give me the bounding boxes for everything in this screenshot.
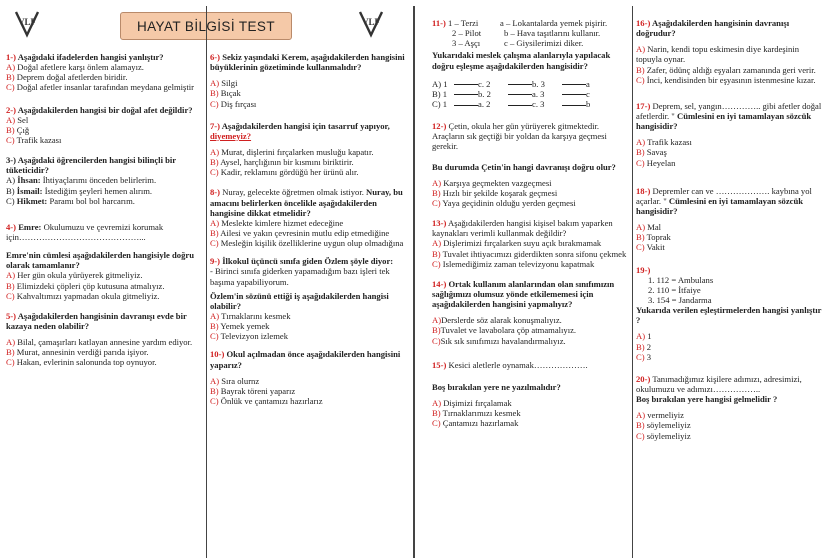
option-b[interactable]: B) Yemek yemek — [210, 321, 270, 332]
question-15-prompt: Boş bırakılan yere ne yazılmalıdır? — [432, 381, 561, 392]
emergency-number-list — [636, 275, 824, 305]
question-12-prompt: Bu durumda Çetin'in hangi davranışı doğru olur? — [432, 161, 616, 172]
option-a[interactable]: A) 1 — [636, 331, 652, 342]
option-b[interactable]: B) 1 b. 2 a. 3 c — [432, 88, 590, 99]
question-8: 8-) Nuray, gelecekte öğretmen olmak istiyor. Nuray, bu amacını belirlerken öncelikle aşağıdakilerden hangisine dikkat etmelidir? — [210, 187, 403, 218]
option-a[interactable]: A) Murat, dişlerini fırçalarken musluğu kapatır. — [210, 146, 374, 157]
school-logo-icon — [12, 8, 42, 38]
option-a[interactable]: A) Trafik kazası — [636, 137, 692, 148]
question-11: 11-) 1 – Terzi a – Lokantalarda yemek pişirir. 2 – Pilot b – Hava taşıtlarını kullanır. 3 – Aşçı c – Giysilerimizi diker. — [432, 18, 608, 49]
question-9: 9-) İlkokul üçüncü sınıfa giden Özlem şöyle diyor: — [210, 256, 394, 267]
option-b[interactable]: B) Çığ — [6, 124, 30, 135]
column-1 — [6, 52, 204, 368]
option-c[interactable]: C) Mesleğin kişilik özelliklerine uygun olup olmadığına — [210, 238, 404, 249]
option-b[interactable]: B) söylemeliyiz — [636, 420, 691, 431]
option-c[interactable]: C) Kadir, reklamını gördüğü her ürünü alır. — [210, 167, 359, 178]
option-a[interactable]: A) vermeliyiz — [636, 410, 684, 421]
option-a[interactable]: A) Tırnaklarını kesmek — [210, 310, 291, 321]
list-item: 3. 154 = Jandarma — [648, 294, 712, 305]
option-c[interactable]: C) Diş fırçası — [210, 98, 257, 109]
column-divider — [632, 6, 633, 558]
option-a[interactable]: A) Bilal, çamaşırları katlayan annesine yardım ediyor. — [6, 337, 193, 348]
question-19: 19-) — [636, 264, 651, 275]
question-15: 15-) Kesici aletlerle oynamak………………. — [432, 359, 588, 370]
option-c[interactable]: C) Televizyon izlemek — [210, 331, 288, 342]
question-10: 10-) Okul açılmadan önce aşağıdakilerden hangisini yaparız? — [210, 349, 401, 370]
question-20: 20-) Tanımadığımız kişilere adımızı, adresimizi, okulumuzu ve adımızı…………….. — [636, 373, 802, 394]
option-b[interactable]: B) 2 — [636, 341, 652, 352]
option-c[interactable]: C) Çantamızı hazırlamak — [432, 418, 519, 429]
option-c[interactable]: C) Önlük ve çantamızı hazırlarız — [210, 395, 323, 406]
option-c[interactable]: C) 3 — [636, 351, 652, 362]
option-c[interactable]: C) 1 a. 2 c. 3 b — [432, 98, 591, 109]
question-3: 3-) Aşağıdaki öğrencilerden hangisi bilinçli bir tüketicidir? — [6, 155, 176, 176]
option-b[interactable]: B) Bıçak — [210, 88, 241, 99]
page-divider — [413, 6, 415, 558]
option-a[interactable]: A) 1 c. 2 b. 3 a — [432, 78, 590, 89]
option-c[interactable]: C) Hikmet: Paramı bol bol harcarım. — [6, 195, 135, 206]
option-c[interactable]: C) Yaya geçidinin olduğu yerden geçmesi — [432, 197, 576, 208]
question-13: 13-) Aşağıdakilerden hangisi kişisel bakım yaparken kaynakları verimli kullanmak değildir? — [432, 218, 613, 239]
option-b[interactable]: B) Savaş — [636, 147, 667, 158]
column-3 — [432, 18, 628, 428]
option-a[interactable]: A) Dişimizi fırçalamak — [432, 397, 512, 408]
option-c[interactable]: C) Vakit — [636, 242, 665, 253]
option-c[interactable]: C) Islemediğimiz zaman televizyonu kapatmak — [432, 258, 595, 269]
question-4: 4-) Emre: Okulumuzu ve çevremizi korumak için……………………………………... — [6, 221, 164, 242]
option-b[interactable]: B) Hızlı bir şekilde koşarak geçmesi — [432, 187, 558, 198]
question-16: 16-) Aşağıdakilerden hangisinin davranışı doğrudur? — [636, 18, 790, 39]
question-4-prompt: Emre'nin cümlesi aşağıdakilerden hangisiyle doğru olarak tamamlanır? — [6, 250, 194, 271]
option-b[interactable]: B) Toprak — [636, 232, 671, 243]
option-c[interactable]: C) Doğal afetler insanlar tarafından meydana gelmiştir — [6, 82, 195, 93]
question-18: 18-) Depremler can ve ………………. kaybına yol açarlar. " Cümlesini en iyi tamamlayan sözcük hangisidir? — [636, 185, 812, 216]
option-c[interactable]: C) Kahvaltımızı yapmadan okula gitmeliyiz. — [6, 290, 160, 301]
option-b[interactable]: B) Ailesi ve yakın çevresinin mutlu edip etmediğine — [210, 227, 390, 238]
question-9-prompt: Özlem'in sözünü ettiği iş aşağıdakilerden hangisi olabilir? — [210, 290, 389, 311]
option-c[interactable]: C) Trafik kazası — [6, 134, 62, 145]
quote-text: - Birinci sınıfa giderken yapamadığım bazı işleri tek başıma yapabiliyorum. — [210, 266, 390, 287]
option-b[interactable]: B) Zafer, ödünç aldığı eşyaları zamanında geri verir. — [636, 64, 816, 75]
question-19-prompt: Yukarıda verilen eşleştirmelerden hangisi yanlıştır ? — [636, 305, 822, 326]
option-a[interactable]: A) Narin, kendi topu eskimesin diye kardeşinin topuyla oynar. — [636, 44, 800, 65]
option-b[interactable]: B) Aysel, harçlığının bir kısmını biriktirir. — [210, 157, 354, 168]
option-a[interactable]: A) Sel — [6, 114, 29, 125]
option-b[interactable]: B)Tuvalet ve lavabolara çöp atmamalıyız. — [432, 325, 577, 336]
question-1: 1-) Aşağıdaki ifadelerden hangisi yanlıştır? — [6, 52, 164, 62]
column-divider — [206, 6, 207, 558]
option-a[interactable]: A) Doğal afetlere karşı önlem alamayız. — [6, 62, 144, 73]
list-item: 2. 110 = İtfaiye — [648, 284, 701, 295]
option-a[interactable]: A)Derslerde söz alarak konuşmalıyız. — [432, 315, 562, 326]
svg-text:VLF: VLF — [18, 17, 36, 27]
option-b[interactable]: B) Tırnaklarımızı kesmek — [432, 408, 521, 419]
option-a[interactable]: A) Her gün okula yürüyerek gitmeliyiz. — [6, 270, 143, 281]
question-7: 7-) Aşağıdakilerden hangisi için tasarruf yapıyor, diyemeyiz? — [210, 120, 390, 141]
option-c[interactable]: C) söylemeliyiz — [636, 430, 691, 441]
column-2 — [210, 52, 408, 406]
question-5: 5-) Aşağıdakilerden hangisinin davranışı evde bir kazaya neden olabilir? — [6, 310, 187, 331]
option-c[interactable]: C) Heyelan — [636, 157, 676, 168]
option-a[interactable]: A) Silgi — [210, 78, 238, 89]
option-c[interactable]: C) Hakan, evlerinin salonunda top oynuyor. — [6, 357, 157, 368]
option-a[interactable]: A) Dişlerimizi fırçalarken suyu açık bırakmamak — [432, 238, 602, 249]
option-b[interactable]: B) Elimizdeki çöpleri çöp kutusuna atmalıyız. — [6, 280, 165, 291]
option-b[interactable]: B) Deprem doğal afetlerden biridir. — [6, 72, 128, 83]
option-a[interactable]: A) Sıra olurnz — [210, 375, 260, 386]
option-a[interactable]: A) Meslekte kimlere hizmet edeceğine — [210, 217, 344, 228]
option-c[interactable]: C) İnci, kendisinden bir eşyasının istenmesine kızar. — [636, 74, 816, 85]
question-2: 2-) Aşağıdakilerden hangisi bir doğal afet değildir? — [6, 104, 193, 115]
option-c[interactable]: C)Sık sık sınıfımızı havalandırmalıyız. — [432, 335, 566, 346]
school-logo-icon — [356, 8, 386, 38]
option-b[interactable]: B) Bayrak töreni yaparız — [210, 385, 296, 396]
question-17: 17-) Deprem, sel, yangın………….. gibi afetler doğal afetlerdir. " Cümlesini en iyi tamamlayan sözcük hangisidir? — [636, 100, 822, 132]
option-a[interactable]: A) Mal — [636, 222, 662, 233]
option-a[interactable]: A) Karşıya geçmekten vazgeçmesi — [432, 177, 552, 188]
question-12: 12-) Çetin, okula her gün yürüyerek gitmektedir. Araçların sık geçtiği bir yoldan da karşıya geçmesi gerekir. — [432, 121, 607, 152]
question-6: 6-) Sekiz yaşındaki Kerem, aşağıdakilerden hangisini büyüklerinin gözetiminde kullanmalıdır? — [210, 52, 405, 73]
question-20-prompt: Boş bırakılan yere hangisi gelmelidir ? — [636, 394, 778, 405]
option-b[interactable]: B) Tuvalet ihtiyacımızı giderdikten sonra sifonu çekmek — [432, 248, 627, 259]
question-14: 14-) Ortak kullanım alanlarından olan sınıfımızın sağlığımızı olumsuz yönde etkilememesi için aşağıdakilerden hangisini yapmalıyız? — [432, 278, 615, 310]
option-b[interactable]: B) Murat, annesinin verdiği parıda işiyor. — [6, 347, 149, 358]
svg-text:VLF: VLF — [362, 17, 380, 27]
page-title: HAYAT BİLGİSİ TEST — [137, 18, 275, 34]
question-11-prompt: Yukarıdaki meslek çalışma alanlarıyla yapılacak doğru eşleşme aşağıdakilerden hangisidir? — [432, 50, 611, 71]
column-4 — [636, 18, 824, 441]
list-item: 1. 112 = Ambulans — [648, 274, 714, 285]
option-a[interactable]: A) İhsan: İhtiyaçlarımı önceden belirlerim. — [6, 175, 157, 186]
option-b[interactable]: B) İsmail: İstediğim şeyleri hemen alırım. — [6, 185, 153, 196]
